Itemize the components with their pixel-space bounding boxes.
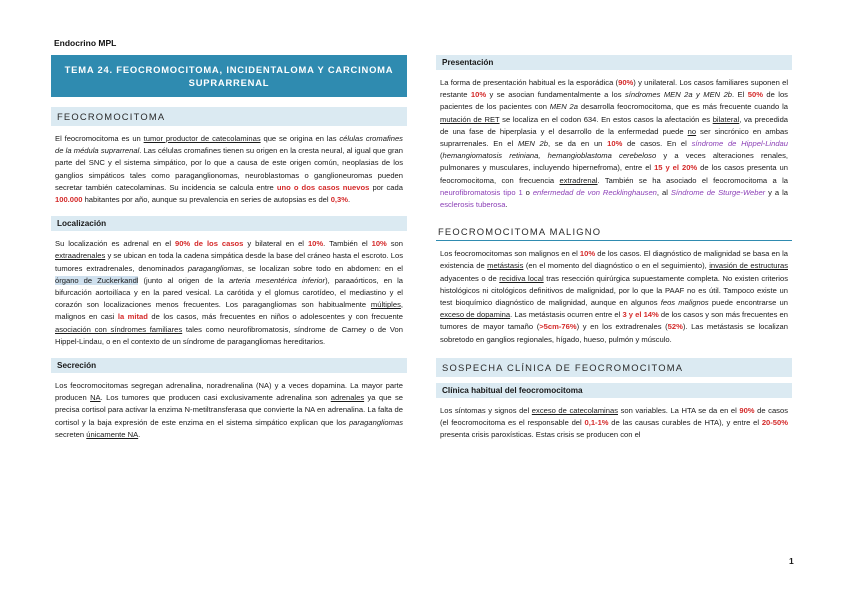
chapter-banner: TEMA 24. FEOCROMOCITOMA, INCIDENTALOMA Y CARCINOMA SUPRARRENAL (51, 55, 407, 97)
section-title-feocromocitoma: FEOCROMOCITOMA (51, 107, 407, 126)
localizacion-paragraph: Su localización es adrenal en el 90% de los casos y bilateral en el 10%. También el 10% son extraadrenales y se ubican en toda la cadena simpática desde la base del cráneo hasta el escroto. Los tumores extradrenales, denominados paragangliomas, se localizan sobre todo en abdomen: en el órgano de Zuckerkandl (junto al origen de la arteria mesentérica inferior), paraaórticos, en la bifurcación aortoilíaca y en la pared vesical. La carótida y el glomus carotídeo, el mediastino y el corazón son localizaciones menos frecuentes. Los paragangliomas son habitualmente múltiples, malignos en casi la mitad de los casos, más frecuentes en niños o adolescentes y con frecuente asociación con síndromes familiares tales como neurofibromatosis, síndrome de Carney o de Von Hippel-Lindau, o en el contexto de un síndrome de paragangliomas hereditarios. (55, 239, 404, 346)
subsection-presentacion: Presentación (436, 55, 792, 70)
subsection-secrecion: Secreción (51, 358, 407, 373)
subsection-clinica-habitual: Clínica habitual del feocromocitoma (436, 383, 792, 398)
section-title-maligno: FEOCROMOCITOMA MALIGNO (436, 223, 792, 241)
running-title: Endocrino MPL (54, 38, 117, 48)
presentacion-paragraph: La forma de presentación habitual es la esporádica (90%) y unilateral. Los casos familiares suponen el restante 10% y se asocian fundamentalmente a los síndromes MEN 2a y MEN 2b. El 50% de los pacientes de los pacientes con MEN 2a desarrolla feocromocitoma, que es más frecuente cuando la mutación de RET se localiza en el codon 634. En estos casos la afectación es bilateral, va precedida de una fase de hiperplasia y el desarrollo de la enfermedad puede no ser sincrónico en ambas suprarrenales. En el MEN 2b, se da en un 10% de casos. En el síndrome de Hippel-Lindau (hemangiomatosis retiniana, hemangioblastoma cerebeloso y a veces alteraciones renales, pulmonares y musculares, incluyendo hipernefroma), entre el 15 y el 20% de los casos presenta un feocromocitoma, con frecuencia extradrenal. También se ha asociado el feocromocitoma a la neurofibromatosis tipo 1 o enfermedad de von Recklinghausen, al Síndrome de Sturge-Weber y a la esclerosis tuberosa. (440, 78, 789, 210)
intro-paragraph: El feocromocitoma es un tumor productor de catecolaminas que se origina en las células cromafines de la médula suprarrenal. Las células cromafines tienen su origen en la cresta neural, al igual que gran parte del SNC y el sistema simpático, por lo que a causa de este origen común, neoplasias de los ganglios simpáticos tales como paraganglionomas, neuroblastomas o ganglioneuromas pueden secretar también catecolaminas. Su incidencia se calcula entre uno o dos casos nuevos por cada 100.000 habitantes por año, aunque su prevalencia en series de autopsias es del 0,3%. (55, 134, 403, 205)
sospecha-paragraph: Los síntomas y signos del exceso de catecolaminas son variables. La HTA se da en el 90% de casos (el feocromocitoma es el responsable del 0,1-1% de las causas curables de HTA), y entre el 20-50% presenta crisis paroxísticas. Estas crisis se producen con el (440, 405, 788, 440)
right-column (436, 55, 792, 441)
page-number: 1 (789, 556, 794, 566)
secrecion-paragraph: Los feocromocitomas segregan adrenalina, noradrenalina (NA) y a veces dopamina. La mayor parte producen NA. Los tumores que producen casi exclusivamente adrenalina son adrenales ya que se precisa cortisol para activar la enzima N-metiltransferasa que convierte la NA en adrenalina. La falta de cortisol y la baja expresión de este enzima en el sistema simpático explican que los paragangliomas secreten únicamente NA. (55, 381, 403, 439)
left-column (51, 55, 407, 441)
section-title-sospecha: SOSPECHA CLÍNICA DE FEOCROMOCITOMA (436, 358, 792, 377)
maligno-paragraph: Los feocromocitomas son malignos en el 10% de los casos. El diagnóstico de malignidad se basa en la existencia de metástasis (en el momento del diagnóstico o en el seguimiento), invasión de estructuras adyacentes o de recidiva local tras resección quirúrgica supuestamente completa. No existen criterios histológicos ni citológicos definitivos de malignidad, por lo que la PAAF no es útil. Tampoco existe un test bioquímico diagnóstico de malignidad, aunque en algunos feos malignos puede encontrarse un exceso de dopamina. Las metástasis ocurren entre el 3 y el 14% de los casos y son más frecuentes en tumores de mayor tamaño (>5cm-76%) y en los extradrenales (52%). Las metástasis se localizan sobretodo en ganglios regionales, hígado, hueso, pulmón y músculo. (440, 249, 789, 344)
subsection-localizacion: Localización (51, 216, 407, 231)
